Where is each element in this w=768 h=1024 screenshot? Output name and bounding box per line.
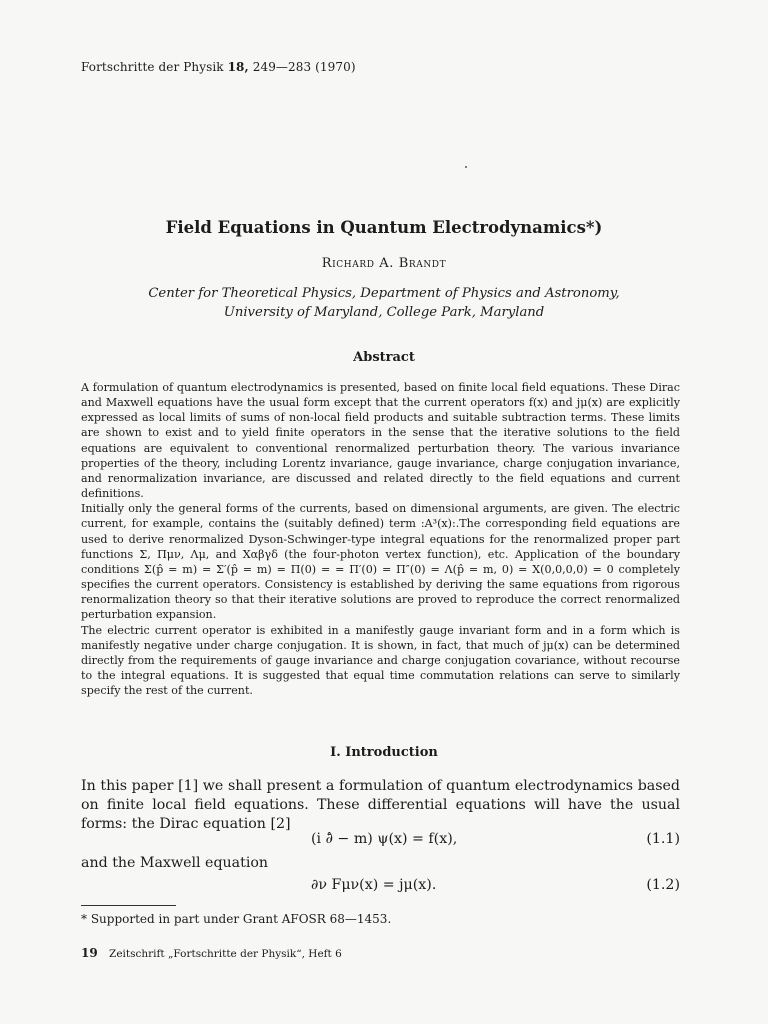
journal-pages: 249—283 (1970) bbox=[252, 60, 356, 74]
equation-1-1-number: (1.1) bbox=[646, 831, 680, 847]
equation-1-2-expression: ∂ν Fμν(x) = jμ(x). bbox=[311, 877, 437, 893]
footnote: * Supported in part under Grant AFOSR 68—1453. bbox=[81, 912, 392, 926]
speck-mark bbox=[465, 166, 467, 168]
abstract-paragraph-3: The electric current operator is exhibited in a manifestly gauge invariant form and in a form which is manifestly negative under charge conjugation. It is shown, in fact, that much of jμ(x) can be determined directly from the requirements of gauge invariance and charge conjugation covariance, without recourse to the integral equations. It is suggested that equal time commutation relations can serve to similarly specify the rest of the current. bbox=[81, 623, 680, 698]
equation-1-1-expression: (i ∂̂ − m) ψ(x) = f(x), bbox=[311, 831, 458, 847]
journal-name: Fortschritte der Physik bbox=[81, 60, 224, 74]
intro-connecting-text: and the Maxwell equation bbox=[81, 855, 269, 871]
footer-page-number: 19 bbox=[81, 946, 98, 960]
section-heading-introduction: I. Introduction bbox=[330, 745, 438, 760]
abstract-heading: Abstract bbox=[353, 350, 415, 365]
affiliation bbox=[0, 284, 768, 322]
affiliation-line-2: University of Maryland, College Park, Maryland bbox=[223, 305, 545, 320]
intro-paragraph: In this paper [1] we shall present a formulation of quantum electrodynamics based on finite local field equations. These differential equations will have the usual forms: the Dirac equation [2] bbox=[81, 778, 680, 832]
page-footer bbox=[81, 946, 342, 960]
journal-reference bbox=[81, 60, 356, 74]
affiliation-line-1: Center for Theoretical Physics, Department of Physics and Astronomy, bbox=[148, 286, 620, 301]
author-name: Richard A. Brandt bbox=[321, 256, 447, 271]
equation-1-2-number: (1.2) bbox=[646, 877, 680, 893]
abstract-paragraph-2: Initially only the general forms of the currents, based on dimensional arguments, are given. The electric current, for example, contains the (suitably defined) term :A³(x):.The corresponding field equations are used to derive renormalized Dyson-Schwinger-type integral equations for the renormalized proper part functions Σ, Πμν, Λμ, and Xαβγδ (the four-photon vertex function), etc. Application of the boundary conditions Σ(p̂ = m) = Σ′(p̂ = m) = Π(0) = = Π′(0) = Π″(0) = Λ(p̂ = m, 0) = X(0,0,0,0) = 0 completely specifies the current operators. Consistency is established by deriving the same equations from rigorous renormalization theory so that their iterative solutions are proved to reproduce the correct renormalized perturbation expansion. bbox=[81, 502, 680, 622]
equation-1-2 bbox=[81, 877, 680, 897]
abstract-body bbox=[81, 380, 680, 698]
journal-volume: 18, bbox=[227, 60, 249, 74]
abstract-paragraph-1: A formulation of quantum electrodynamics is presented, based on finite local field equations. These Dirac and Maxwell equations have the usual form except that the current operators f(x) and jμ(x) are explicitly expressed as local limits of sums of non-local field products and suitable subtraction terms. These limits are shown to exist and to yield finite operators in the sense that the iterative solutions to the field equations are equivalent to conventional renormalized perturbation theory. The various invariance properties of the theory, including Lorentz invariance, gauge invariance, charge conjugation invariance, and renormalization invariance, are discussed and related directly to the field equations and current definitions. bbox=[81, 381, 680, 501]
footer-journal-text: Zeitschrift „Fortschritte der Physik“, Heft 6 bbox=[109, 948, 342, 960]
equation-1-1 bbox=[81, 831, 680, 851]
paper-title: Field Equations in Quantum Electrodynamics*) bbox=[165, 218, 603, 237]
footnote-rule bbox=[81, 905, 176, 906]
